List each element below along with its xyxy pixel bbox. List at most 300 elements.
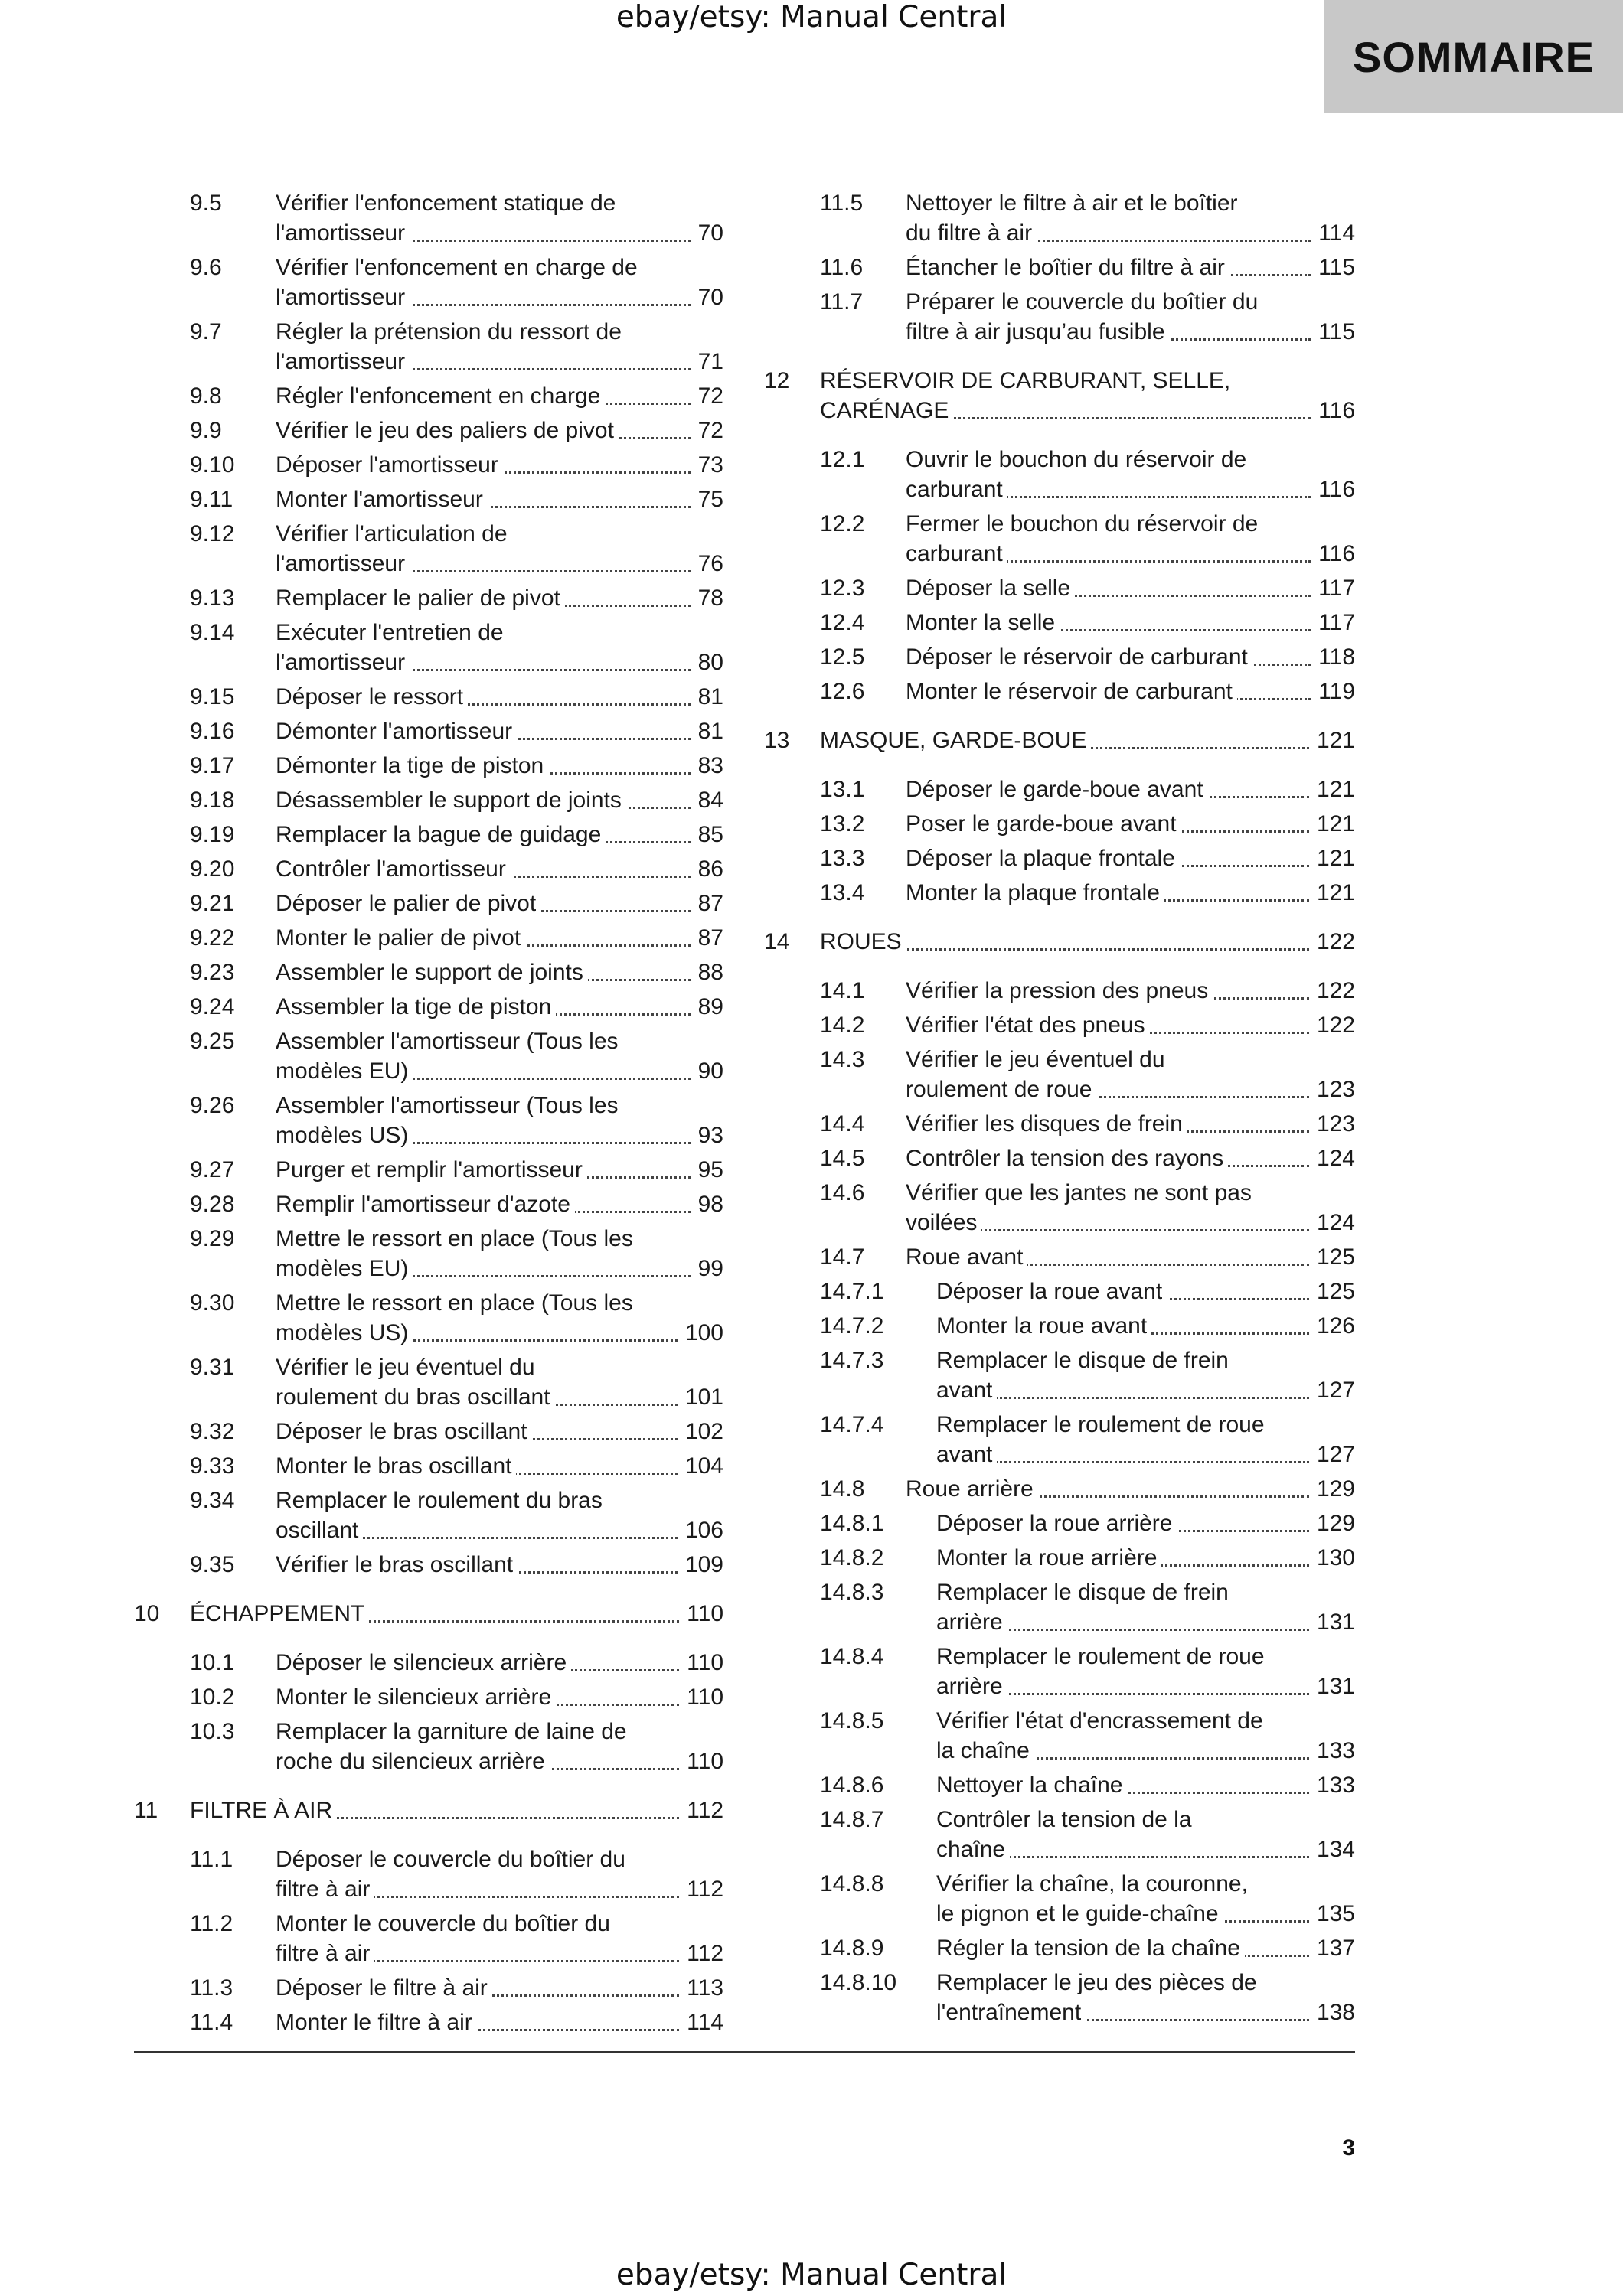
toc-entry-page: 101 <box>684 1384 723 1410</box>
toc-entry-page: 71 <box>697 349 723 374</box>
toc-entry-number: 9.13 <box>190 585 235 611</box>
toc-entry-page: 72 <box>697 418 723 443</box>
toc-entry-page: 72 <box>697 383 723 409</box>
toc-entry-number: 9.26 <box>190 1093 235 1118</box>
toc-entry-title: Régler la tension de la chaîne <box>936 1936 1245 1961</box>
toc-entry-page: 83 <box>697 753 723 778</box>
toc-entry-page: 122 <box>1316 978 1355 1003</box>
toc-entry[interactable] <box>764 677 1355 706</box>
toc-entry-title: Régler l'enfoncement en charge <box>276 383 605 409</box>
toc-entry-title: Déposer le palier de pivot <box>276 891 540 916</box>
toc-entry[interactable] <box>764 445 1355 504</box>
toc-entry-title: Roue arrière <box>906 1476 1038 1502</box>
toc-entry-title: Nettoyer la chaîne <box>936 1773 1127 1798</box>
toc-entry-number: 11.6 <box>820 255 864 280</box>
toc-entry-page: 129 <box>1316 1476 1355 1502</box>
toc-entry-page: 121 <box>1316 846 1355 871</box>
toc-entry-page: 115 <box>1318 319 1355 344</box>
toc-entry-page: 87 <box>697 891 723 916</box>
toc-entry-title: Vérifier le bras oscillant <box>276 1552 518 1577</box>
toc-entry-number: 9.7 <box>190 319 222 344</box>
toc-entry-title: Préparer le couvercle du boîtier du <box>906 289 1262 315</box>
toc-entry[interactable] <box>134 1155 723 1185</box>
toc-entry-number: 9.22 <box>190 925 235 951</box>
toc-entry-title: FILTRE À AIR <box>190 1798 337 1823</box>
toc-entry-page: 75 <box>697 487 723 512</box>
toc-entry-page: 121 <box>1316 728 1355 753</box>
toc-entry[interactable] <box>134 2007 723 2037</box>
toc-entry-title: CARÉNAGE <box>820 398 953 423</box>
toc-entry[interactable] <box>764 1933 1355 1963</box>
toc-entry-title: du filtre à air <box>906 220 1037 246</box>
toc-entry-page: 121 <box>1316 811 1355 837</box>
toc-entry-page: 81 <box>697 684 723 709</box>
toc-entry[interactable] <box>134 923 723 953</box>
toc-entry-title: Fermer le bouchon du réservoir de <box>906 511 1262 536</box>
toc-entry-page: 102 <box>684 1419 723 1444</box>
toc-entry[interactable] <box>134 1599 723 1629</box>
toc-entry[interactable] <box>764 366 1355 426</box>
toc-entry-title: Remplacer le disque de frein <box>936 1348 1233 1373</box>
toc-entry-number: 14.8.4 <box>820 1644 884 1669</box>
toc-entry-number: 11.2 <box>190 1911 233 1936</box>
toc-entry[interactable] <box>134 785 723 815</box>
toc-entry-title: Démonter la tige de piston <box>276 753 548 778</box>
toc-entry[interactable] <box>134 854 723 884</box>
toc-entry-title: Monter l'amortisseur <box>276 487 488 512</box>
toc-entry-page: 126 <box>1316 1313 1355 1339</box>
toc-entry-page: 127 <box>1316 1378 1355 1403</box>
toc-entry-number: 14.7.1 <box>820 1279 884 1304</box>
toc-entry[interactable] <box>134 1026 723 1086</box>
toc-entry[interactable] <box>134 992 723 1022</box>
toc-entry-page: 110 <box>687 1684 723 1710</box>
toc-entry[interactable] <box>764 927 1355 957</box>
toc-entry[interactable] <box>134 1486 723 1545</box>
toc-entry-title: modèles EU) <box>276 1058 413 1084</box>
toc-entry-page: 125 <box>1316 1279 1355 1304</box>
toc-entry-title: modèles EU) <box>276 1256 413 1281</box>
toc-entry-title: l'entraînement <box>936 2000 1086 2025</box>
toc-entry-number: 10.1 <box>190 1650 235 1675</box>
toc-entry-title: Vérifier les disques de frein <box>906 1111 1187 1137</box>
toc-entry-page: 90 <box>697 1058 723 1084</box>
toc-entry[interactable] <box>764 1345 1355 1405</box>
toc-entry[interactable] <box>134 1189 723 1219</box>
toc-entry-page: 117 <box>1318 576 1355 601</box>
toc-entry-title: Mettre le ressort en place (Tous les <box>276 1226 638 1251</box>
toc-entry-title: Vérifier la chaîne, la couronne, <box>936 1871 1252 1896</box>
toc-entry[interactable] <box>764 843 1355 873</box>
toc-entry-page: 84 <box>697 788 723 813</box>
toc-entry[interactable] <box>764 976 1355 1006</box>
toc-entry-page: 133 <box>1316 1738 1355 1763</box>
toc-entry-page: 100 <box>684 1320 723 1345</box>
toc-entry-number: 12.6 <box>820 679 865 704</box>
toc-entry[interactable] <box>134 1717 723 1776</box>
toc-entry-title: Monter la plaque frontale <box>906 880 1164 905</box>
toc-entry-page: 133 <box>1316 1773 1355 1798</box>
toc-entry-number: 9.17 <box>190 753 235 778</box>
toc-entry-number: 14.5 <box>820 1146 865 1171</box>
toc-entry-number: 10 <box>134 1601 160 1626</box>
toc-entry-number: 13 <box>764 728 790 753</box>
toc-entry-title: Déposer le couvercle du boîtier du <box>276 1847 630 1872</box>
toc-entry-number: 14.7.2 <box>820 1313 884 1339</box>
toc-entry-number: 11.4 <box>190 2010 233 2035</box>
toc-entry-number: 9.34 <box>190 1488 235 1513</box>
toc-entry-page: 85 <box>697 822 723 847</box>
toc-entry-title: Déposer la roue avant <box>936 1279 1167 1304</box>
toc-entry[interactable] <box>764 1543 1355 1573</box>
toc-entry[interactable] <box>764 1474 1355 1504</box>
toc-entry-title: Monter le palier de pivot <box>276 925 525 951</box>
toc-entry-number: 9.16 <box>190 719 235 744</box>
toc-entry[interactable] <box>764 509 1355 569</box>
toc-entry-title: Déposer le garde-boue avant <box>906 777 1208 802</box>
toc-entry[interactable] <box>764 1805 1355 1864</box>
toc-entry-title: Déposer la roue arrière <box>936 1511 1177 1536</box>
toc-entry-title: Vérifier le jeu éventuel du <box>276 1355 540 1380</box>
toc-entry-title: Désassembler le support de joints <box>276 788 626 813</box>
toc-entry[interactable] <box>134 1682 723 1712</box>
toc-entry-number: 10.3 <box>190 1719 235 1744</box>
toc-entry-title: oscillant <box>276 1518 363 1543</box>
toc-entry-number: 11.3 <box>190 1975 233 2001</box>
toc-entry-page: 70 <box>697 285 723 310</box>
toc-entry[interactable] <box>764 1010 1355 1040</box>
toc-entry[interactable] <box>134 317 723 377</box>
toc-entry[interactable] <box>764 1577 1355 1637</box>
toc-entry-title: Déposer la plaque frontale <box>906 846 1180 871</box>
toc-entry[interactable] <box>134 188 723 248</box>
toc-entry-page: 87 <box>697 925 723 951</box>
toc-entry-title: Remplacer le roulement de roue <box>936 1644 1269 1669</box>
toc-entry-number: 12.2 <box>820 511 865 536</box>
toc-entry-title: Déposer le filtre à air <box>276 1975 492 2001</box>
toc-entry-number: 13.2 <box>820 811 865 837</box>
toc-entry[interactable] <box>764 1277 1355 1306</box>
toc-entry[interactable] <box>134 820 723 850</box>
toc-entry[interactable] <box>134 1288 723 1348</box>
toc-column-right <box>764 184 1355 2027</box>
toc-entry-title: Contrôler l'amortisseur <box>276 856 511 882</box>
toc-entry-number: 14.8.1 <box>820 1511 884 1536</box>
toc-entry-title: Vérifier que les jantes ne sont pas <box>906 1180 1256 1205</box>
toc-entry[interactable] <box>134 1224 723 1283</box>
toc-entry-page: 98 <box>697 1192 723 1217</box>
toc-entry[interactable] <box>134 716 723 746</box>
toc-entry-number: 9.19 <box>190 822 235 847</box>
section-header-label: SOMMAIRE <box>1353 32 1595 81</box>
toc-entry[interactable] <box>764 1968 1355 2027</box>
toc-entry[interactable] <box>764 1143 1355 1173</box>
toc-entry-title: Monter le silencieux arrière <box>276 1684 556 1710</box>
toc-entry-number: 9.20 <box>190 856 235 882</box>
toc-entry-title: arrière <box>936 1674 1007 1699</box>
toc-entry[interactable] <box>764 642 1355 672</box>
toc-entry-page: 121 <box>1316 777 1355 802</box>
toc-entry[interactable] <box>134 253 723 312</box>
toc-entry-title: Monter le couvercle du boîtier du <box>276 1911 615 1936</box>
toc-entry[interactable] <box>764 1045 1355 1104</box>
toc-entry-number: 14.8.2 <box>820 1545 884 1570</box>
toc-entry-page: 110 <box>687 1749 723 1774</box>
toc-entry[interactable] <box>764 573 1355 603</box>
toc-entry[interactable] <box>134 889 723 918</box>
toc-entry-number: 14.8.9 <box>820 1936 884 1961</box>
toc-entry-page: 110 <box>687 1650 723 1675</box>
toc-entry-number: 14.8.7 <box>820 1807 884 1832</box>
toc-entry-title: ÉCHAPPEMENT <box>190 1601 369 1626</box>
toc-entry-number: 12 <box>764 368 790 393</box>
toc-entry-number: 14.8.8 <box>820 1871 884 1896</box>
section-header-badge <box>1324 0 1623 113</box>
toc-entry-number: 9.15 <box>190 684 235 709</box>
toc-entry-number: 14.7.4 <box>820 1412 884 1437</box>
toc-entry-title: Roue avant <box>906 1244 1027 1270</box>
toc-entry[interactable] <box>764 726 1355 755</box>
toc-entry-number: 14.3 <box>820 1047 865 1072</box>
toc-entry-number: 9.12 <box>190 521 235 546</box>
toc-entry-page: 112 <box>687 1877 723 1902</box>
toc-entry-number: 9.11 <box>190 487 233 512</box>
toc-entry-number: 12.1 <box>820 447 865 472</box>
toc-entry-title: Remplacer le palier de pivot <box>276 585 565 611</box>
toc-entry-number: 14.8.3 <box>820 1580 884 1605</box>
toc-entry[interactable] <box>764 1706 1355 1766</box>
toc-entry[interactable] <box>134 1451 723 1481</box>
toc-entry-number: 9.27 <box>190 1157 235 1182</box>
toc-entry[interactable] <box>764 809 1355 839</box>
toc-entry[interactable] <box>134 583 723 613</box>
toc-entry-number: 9.29 <box>190 1226 235 1251</box>
toc-entry-page: 112 <box>687 1941 723 1966</box>
toc-entry-title: Démonter l'amortisseur <box>276 719 517 744</box>
toc-entry-title: Mettre le ressort en place (Tous les <box>276 1290 638 1316</box>
toc-entry[interactable] <box>134 751 723 781</box>
toc-entry-page: 116 <box>1318 541 1355 566</box>
toc-entry-page: 76 <box>697 551 723 576</box>
toc-entry-page: 124 <box>1316 1210 1355 1235</box>
toc-entry[interactable] <box>764 1242 1355 1272</box>
toc-entry-title: Vérifier l'enfoncement statique de <box>276 191 620 216</box>
toc-entry-title: Exécuter l'entretien de <box>276 620 508 645</box>
footer-divider <box>134 2051 1355 2053</box>
toc-entry-title: Vérifier l'enfoncement en charge de <box>276 255 642 280</box>
toc-entry-title: roulement du bras oscillant <box>276 1384 555 1410</box>
toc-entry[interactable] <box>134 957 723 987</box>
toc-entry-number: 9.35 <box>190 1552 235 1577</box>
page-number: 3 <box>1342 2135 1355 2161</box>
toc-entry[interactable] <box>764 1410 1355 1469</box>
toc-entry-number: 14.8.10 <box>820 1970 897 1995</box>
toc-entry-page: 78 <box>697 585 723 611</box>
toc-entry-title: Remplacer le jeu des pièces de <box>936 1970 1262 1995</box>
toc-entry-page: 70 <box>697 220 723 246</box>
toc-entry[interactable] <box>134 1417 723 1446</box>
toc-entry-title: avant <box>936 1378 997 1403</box>
toc-entry-page: 134 <box>1316 1837 1355 1862</box>
toc-entry[interactable] <box>134 381 723 411</box>
toc-entry-number: 12.5 <box>820 644 865 670</box>
toc-entry-number: 9.10 <box>190 452 235 478</box>
toc-entry-page: 118 <box>1318 644 1355 670</box>
toc-entry[interactable] <box>134 1352 723 1412</box>
toc-entry-title: ROUES <box>820 929 906 954</box>
toc-entry-page: 123 <box>1316 1111 1355 1137</box>
toc-entry-title: modèles US) <box>276 1123 413 1148</box>
toc-entry[interactable] <box>134 1550 723 1580</box>
toc-entry-title: voilées <box>906 1210 981 1235</box>
toc-entry[interactable] <box>134 450 723 480</box>
toc-entry-number: 9.23 <box>190 960 235 985</box>
toc-entry-title: chaîne <box>936 1837 1010 1862</box>
toc-entry-title: Poser le garde-boue avant <box>906 811 1181 837</box>
toc-entry-number: 14.6 <box>820 1180 865 1205</box>
toc-entry-title: carburant <box>906 477 1007 502</box>
toc-entry[interactable] <box>764 1770 1355 1800</box>
toc-entry-title: Remplacer le roulement de roue <box>936 1412 1269 1437</box>
toc-entry[interactable] <box>764 1311 1355 1341</box>
toc-entry[interactable] <box>134 1091 723 1150</box>
toc-entry[interactable] <box>764 287 1355 347</box>
toc-entry-title: modèles US) <box>276 1320 413 1345</box>
toc-entry-title: Monter la selle <box>906 610 1060 635</box>
toc-entry-page: 116 <box>1318 477 1355 502</box>
toc-entry[interactable] <box>764 253 1355 282</box>
toc-entry[interactable] <box>764 608 1355 638</box>
toc-entry-number: 14.8.5 <box>820 1708 884 1733</box>
toc-entry-title: l'amortisseur <box>276 650 410 675</box>
toc-entry-page: 95 <box>697 1157 723 1182</box>
toc-entry-title: Assembler la tige de piston <box>276 994 556 1019</box>
toc-entry-page: 131 <box>1316 1609 1355 1635</box>
toc-entry-page: 131 <box>1316 1674 1355 1699</box>
toc-entry[interactable] <box>134 618 723 677</box>
toc-entry-title: l'amortisseur <box>276 285 410 310</box>
toc-entry-number: 12.4 <box>820 610 865 635</box>
toc-entry-number: 14.8 <box>820 1476 865 1502</box>
toc-entry-number: 14.2 <box>820 1013 865 1038</box>
toc-entry-title: Remplacer la bague de guidage <box>276 822 606 847</box>
toc-entry[interactable] <box>134 416 723 445</box>
toc-entry-number: 12.3 <box>820 576 865 601</box>
toc-entry-title: l'amortisseur <box>276 349 410 374</box>
toc-entry-title: roche du silencieux arrière <box>276 1749 550 1774</box>
toc-entry[interactable] <box>764 188 1355 248</box>
toc-entry[interactable] <box>764 1869 1355 1929</box>
toc-entry[interactable] <box>134 1648 723 1678</box>
toc-entry[interactable] <box>764 1109 1355 1139</box>
toc-entry[interactable] <box>764 1178 1355 1238</box>
toc-entry-title: Remplacer la garniture de laine de <box>276 1719 632 1744</box>
toc-entry-title: le pignon et le guide-chaîne <box>936 1901 1223 1926</box>
toc-entry-title: Contrôler la tension des rayons <box>906 1146 1228 1171</box>
toc-entry-number: 11 <box>134 1798 158 1823</box>
toc-entry-number: 9.33 <box>190 1453 235 1479</box>
toc-entry-number: 9.5 <box>190 191 222 216</box>
toc-entry[interactable] <box>764 878 1355 908</box>
watermark-top: ebay/etsy: Manual Central <box>616 0 1007 34</box>
toc-entry-page: 89 <box>697 994 723 1019</box>
toc-entry-title: filtre à air <box>276 1877 374 1902</box>
toc-entry-page: 110 <box>687 1601 723 1626</box>
toc-entry-title: Régler la prétension du ressort de <box>276 319 626 344</box>
toc-entry-number: 9.14 <box>190 620 235 645</box>
toc-entry-title: Monter le bras oscillant <box>276 1453 516 1479</box>
toc-entry-number: 14.7 <box>820 1244 865 1270</box>
toc-entry-number: 9.30 <box>190 1290 235 1316</box>
toc-entry-number: 14.7.3 <box>820 1348 884 1373</box>
toc-entry-title: Ouvrir le bouchon du réservoir de <box>906 447 1251 472</box>
toc-entry-page: 119 <box>1318 679 1355 704</box>
toc-entry-title: l'amortisseur <box>276 220 410 246</box>
toc-entry-number: 14.4 <box>820 1111 865 1137</box>
toc-entry-title: Étancher le boîtier du filtre à air <box>906 255 1229 280</box>
toc-entry-page: 122 <box>1316 929 1355 954</box>
toc-entry-title: Monter la roue avant <box>936 1313 1151 1339</box>
toc-entry-page: 73 <box>697 452 723 478</box>
toc-entry-title: RÉSERVOIR DE CARBURANT, SELLE, <box>820 368 1235 393</box>
toc-entry-number: 13.4 <box>820 880 865 905</box>
toc-entry-title: Vérifier le jeu des paliers de pivot <box>276 418 619 443</box>
toc-entry[interactable] <box>764 1508 1355 1538</box>
toc-entry-number: 9.31 <box>190 1355 235 1380</box>
toc-entry-title: Vérifier l'état d'encrassement de <box>936 1708 1268 1733</box>
toc-entry-number: 11.1 <box>190 1847 233 1872</box>
toc-entry-page: 114 <box>1318 220 1355 246</box>
toc-entry[interactable] <box>764 775 1355 804</box>
toc-entry[interactable] <box>764 1642 1355 1701</box>
toc-entry-page: 81 <box>697 719 723 744</box>
toc-entry[interactable] <box>134 519 723 579</box>
toc-entry[interactable] <box>134 1973 723 2003</box>
toc-entry-title: Vérifier la pression des pneus <box>906 978 1213 1003</box>
toc-entry-title: Vérifier l'articulation de <box>276 521 512 546</box>
toc-entry[interactable] <box>134 1909 723 1968</box>
toc-entry-page: 99 <box>697 1256 723 1281</box>
toc-entry-title: Déposer la selle <box>906 576 1075 601</box>
toc-entry-page: 109 <box>684 1552 723 1577</box>
toc-entry-page: 86 <box>697 856 723 882</box>
toc-entry-title: avant <box>936 1442 997 1467</box>
toc-entry-title: Monter le réservoir de carburant <box>906 679 1237 704</box>
toc-entry-page: 127 <box>1316 1442 1355 1467</box>
toc-entry[interactable] <box>134 484 723 514</box>
toc-entry-title: roulement de roue <box>906 1077 1097 1102</box>
toc-entry-title: Déposer le ressort <box>276 684 468 709</box>
toc-entry-page: 113 <box>687 1975 723 2001</box>
toc-entry-number: 14.1 <box>820 978 865 1003</box>
toc-entry[interactable] <box>134 682 723 712</box>
toc-entry-page: 124 <box>1316 1146 1355 1171</box>
toc-entry-title: Monter le filtre à air <box>276 2010 477 2035</box>
toc-entry-title: Remplacer le disque de frein <box>936 1580 1233 1605</box>
toc-entry[interactable] <box>134 1844 723 1904</box>
toc-entry-title: Remplir l'amortisseur d'azote <box>276 1192 575 1217</box>
toc-entry-title: Vérifier l'état des pneus <box>906 1013 1150 1038</box>
toc-entry-title: Vérifier le jeu éventuel du <box>906 1047 1170 1072</box>
watermark-bottom: ebay/etsy: Manual Central <box>616 2258 1007 2292</box>
toc-entry-title: l'amortisseur <box>276 551 410 576</box>
toc-entry-page: 116 <box>1318 398 1355 423</box>
toc-entry-title: MASQUE, GARDE-BOUE <box>820 728 1091 753</box>
toc-entry-page: 135 <box>1316 1901 1355 1926</box>
toc-entry-title: Déposer le réservoir de carburant <box>906 644 1252 670</box>
toc-entry-page: 93 <box>697 1123 723 1148</box>
toc-entry[interactable] <box>134 1795 723 1825</box>
